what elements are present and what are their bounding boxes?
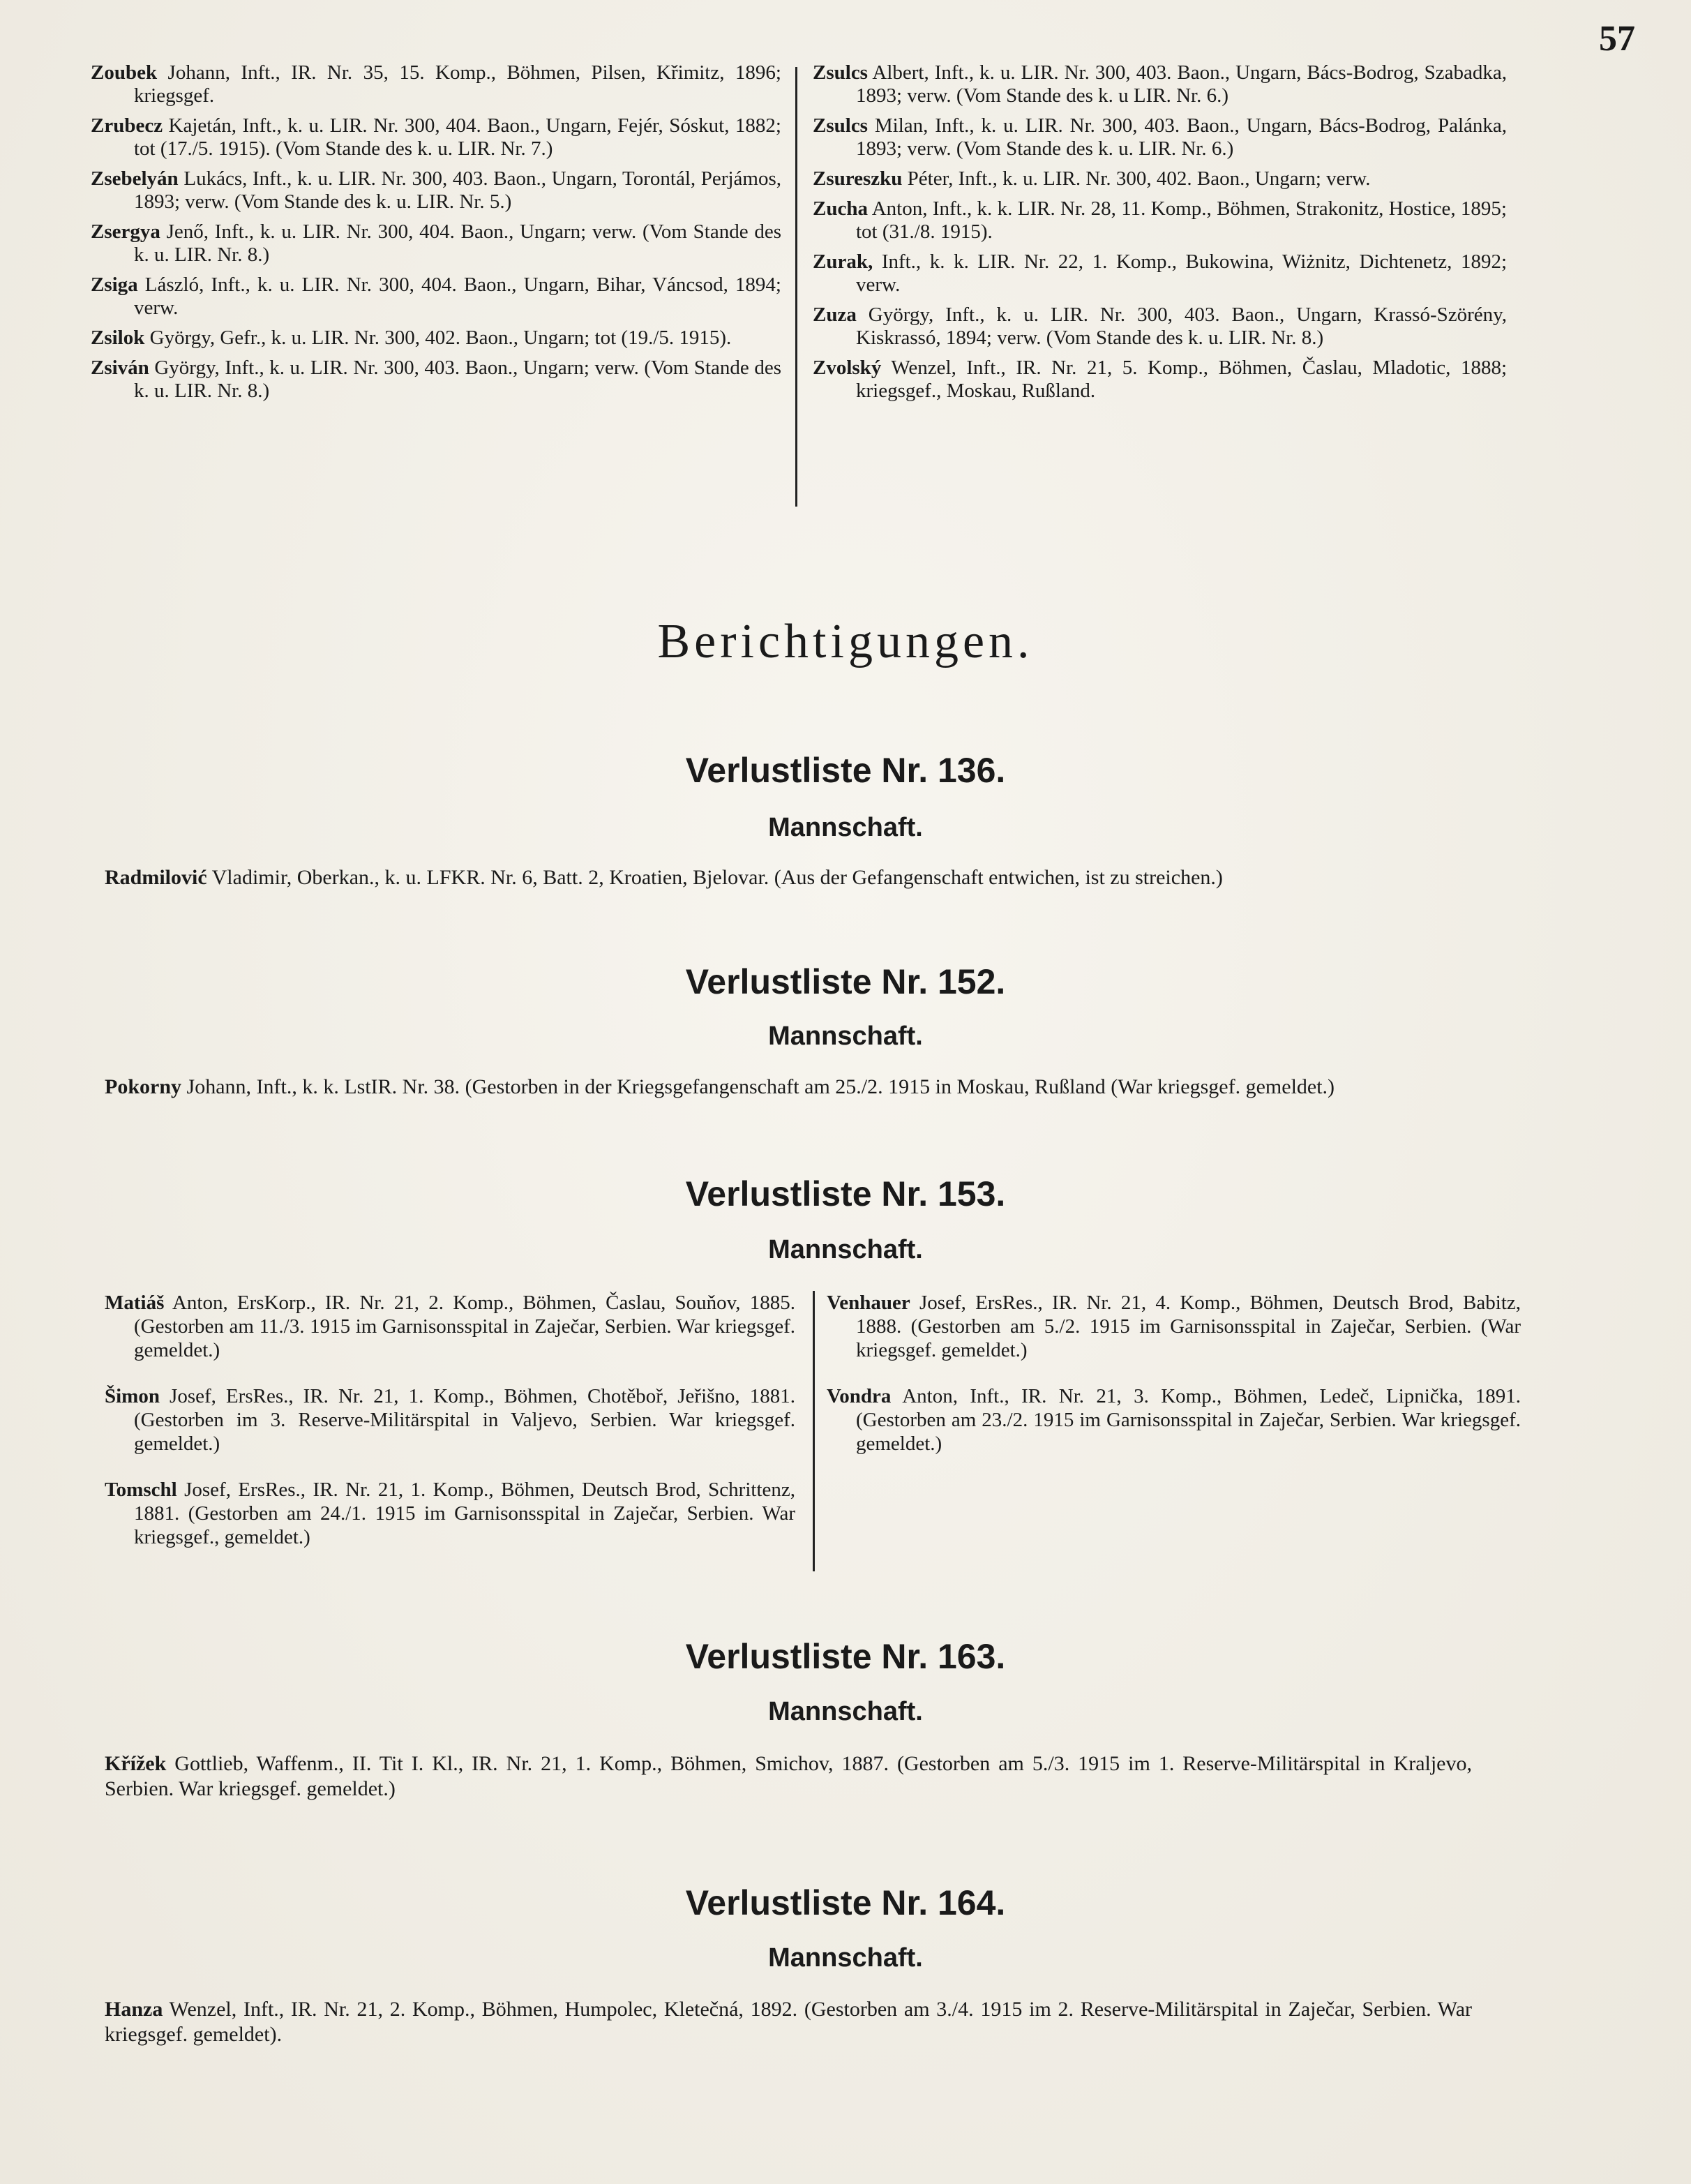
entry-text: György, Gefr., k. u. LIR. Nr. 300, 402. Baon., Ungarn; tot (19./5. 1915). xyxy=(144,327,732,349)
right-column xyxy=(827,1291,1521,1478)
entry-name: Pokorny xyxy=(105,1075,182,1098)
column-divider xyxy=(813,1291,815,1571)
entry-name: Hanza xyxy=(105,1998,163,2021)
list-entry xyxy=(91,61,781,107)
left-column xyxy=(105,1291,795,1571)
list-entry xyxy=(827,1291,1521,1362)
section-heading-136: Verlustliste Nr. 136. xyxy=(685,751,1006,790)
list-entry xyxy=(91,220,781,267)
entry-name: Zrubecz xyxy=(91,114,163,137)
entry-text: Milan, Inft., k. u. LIR. Nr. 300, 403. Baon., Ungarn, Bács-Bodrog, Palánka, 1893; verw. (Vom Stande des k. u. LIR. Nr. 6.) xyxy=(856,114,1507,160)
right-column xyxy=(813,61,1507,410)
entry-name: Matiáš xyxy=(105,1292,165,1314)
entry-text: Gottlieb, Waffenm., II. Tit I. Kl., IR. Nr. 21, 1. Komp., Böhmen, Smichov, 1887. (Gestorben am 5./3. 1915 im 1. Reserve-Militärspital in Kraljevo, Serbien. War kriegsgef. gemeldet.) xyxy=(105,1752,1472,1800)
section-subheading-152: Mannschaft. xyxy=(768,1022,923,1051)
section-heading-163: Verlustliste Nr. 163. xyxy=(685,1637,1006,1676)
entry-text: Péter, Inft., k. u. LIR. Nr. 300, 402. Baon., Ungarn; verw. xyxy=(902,167,1371,190)
entry-text: Vladimir, Oberkan., k. u. LFKR. Nr. 6, Batt. 2, Kroatien, Bjelovar. (Aus der Gefangenschaft entwichen, ist zu streichen.) xyxy=(206,866,1223,889)
list-entry xyxy=(91,327,781,350)
correction-entry-163 xyxy=(105,1751,1472,1802)
entry-name: Zsebelyán xyxy=(91,167,179,190)
list-entry xyxy=(813,167,1507,190)
list-entry xyxy=(827,1384,1521,1456)
entry-name: Zsureszku xyxy=(813,167,903,190)
column-divider xyxy=(795,67,797,507)
entry-name: Zucha xyxy=(813,197,868,220)
entry-text: Anton, ErsKorp., IR. Nr. 21, 2. Komp., Böhmen, Časlau, Souňov, 1885. (Gestorben am 11./3. 1915 im Garnisonsspital in Zaječar, Serbien. War kriegsgef. gemeldet.) xyxy=(134,1292,795,1361)
entry-text: Johann, Inft., IR. Nr. 35, 15. Komp., Böhmen, Pilsen, Křimitz, 1896; kriegsgef. xyxy=(134,61,781,107)
list-entry xyxy=(813,114,1507,160)
section-subheading-163: Mannschaft. xyxy=(768,1697,923,1726)
entry-name: Tomschl xyxy=(105,1479,177,1501)
entry-name: Zsulcs xyxy=(813,114,868,137)
entry-text: Josef, ErsRes., IR. Nr. 21, 1. Komp., Böhmen, Deutsch Brod, Schrittenz, 1881. (Gestorben am 24./1. 1915 im Garnisonsspital in Zaječar, Serbien. War kriegsgef., gemeldet.) xyxy=(134,1479,795,1548)
list-entry xyxy=(105,1291,795,1362)
entry-text: Wenzel, Inft., IR. Nr. 21, 2. Komp., Böhmen, Humpolec, Kletečná, 1892. (Gestorben am 3./4. 1915 im 2. Reserve-Militärspital in Zaječar, Serbien. War kriegsgef. gemeldet). xyxy=(105,1998,1472,2046)
entry-text: Jenő, Inft., k. u. LIR. Nr. 300, 404. Baon., Ungarn; verw. (Vom Stande des k. u. LIR. Nr. 8.) xyxy=(134,220,781,266)
entry-text: Albert, Inft., k. u. LIR. Nr. 300, 403. Baon., Ungarn, Bács-Bodrog, Szabadka, 1893; verw. (Vom Stande des k. u LIR. Nr. 6.) xyxy=(856,61,1507,107)
section-153-columns xyxy=(105,1291,1521,1584)
entry-name: Venhauer xyxy=(827,1292,910,1314)
section-subheading-136: Mannschaft. xyxy=(768,813,923,842)
entry-name: Zsiga xyxy=(91,274,138,296)
entry-name: Zsergya xyxy=(91,220,160,243)
entry-text: Josef, ErsRes., IR. Nr. 21, 4. Komp., Böhmen, Deutsch Brod, Babitz, 1888. (Gestorben am 5./2. 1915 im Garnisonsspital in Zaječar, Serbien. (War kriegsgef. gemeldet.) xyxy=(856,1292,1521,1361)
list-entry xyxy=(105,1478,795,1549)
entry-text: Inft., k. k. LIR. Nr. 22, 1. Komp., Bukowina, Wiżnitz, Dichtenetz, 1892; verw. xyxy=(856,250,1507,296)
corrections-title: Berichtigungen. xyxy=(657,615,1034,668)
entry-text: György, Inft., k. u. LIR. Nr. 300, 403. Baon., Ungarn, Krassó-Szörény, Kiskrassó, 1894; verw. (Vom Stande des k. u. LIR. Nr. 8.) xyxy=(856,304,1507,349)
entry-name: Radmilović xyxy=(105,866,207,889)
entry-name: Zurak, xyxy=(813,250,873,273)
correction-entry-164 xyxy=(105,1997,1472,2047)
entry-name: Křížek xyxy=(105,1752,167,1775)
list-entry xyxy=(105,1384,795,1456)
list-entry xyxy=(91,357,781,403)
entry-text: László, Inft., k. u. LIR. Nr. 300, 404. Baon., Ungarn, Bihar, Váncsod, 1894; verw. xyxy=(134,274,781,319)
list-entry xyxy=(91,274,781,320)
list-entry xyxy=(813,357,1507,403)
entry-name: Zsiván xyxy=(91,357,149,379)
list-entry xyxy=(813,250,1507,297)
list-entry xyxy=(91,167,781,214)
entry-text: Johann, Inft., k. k. LstIR. Nr. 38. (Gestorben in der Kriegsgefangenschaft am 25./2. 1915 in Moskau, Rußland (War kriegsgef. gemeldet.) xyxy=(181,1075,1335,1098)
entry-name: Zvolský xyxy=(813,357,882,379)
list-entry xyxy=(813,61,1507,107)
entry-name: Zsilok xyxy=(91,327,145,349)
correction-entry-152 xyxy=(105,1075,1472,1100)
entry-name: Zoubek xyxy=(91,61,158,84)
entry-name: Zuza xyxy=(813,304,857,326)
casualty-list-columns xyxy=(91,61,1507,508)
entry-text: Josef, ErsRes., IR. Nr. 21, 1. Komp., Böhmen, Chotěboř, Jeřišno, 1881. (Gestorben im 3. Reserve-Militärspital in Valjevo, Serbien. War kriegsgef. gemeldet.) xyxy=(134,1385,795,1455)
entry-text: Lukács, Inft., k. u. LIR. Nr. 300, 403. Baon., Ungarn, Torontál, Perjámos, 1893; verw. (Vom Stande des k. u. LIR. Nr. 5.) xyxy=(134,167,781,213)
entry-text: Kajetán, Inft., k. u. LIR. Nr. 300, 404. Baon., Ungarn, Fejér, Sóskut, 1882; tot (17./5. 1915). (Vom Stande des k. u. LIR. Nr. 7.) xyxy=(134,114,781,160)
section-subheading-153: Mannschaft. xyxy=(768,1235,923,1264)
entry-name: Šimon xyxy=(105,1385,160,1407)
list-entry xyxy=(91,114,781,160)
entry-text: György, Inft., k. u. LIR. Nr. 300, 403. Baon., Ungarn; verw. (Vom Stande des k. u. LIR. Nr. 8.) xyxy=(134,357,781,402)
page-number: 57 xyxy=(1599,19,1635,59)
section-heading-152: Verlustliste Nr. 152. xyxy=(685,962,1006,1001)
entry-text: Anton, Inft., k. k. LIR. Nr. 28, 11. Komp., Böhmen, Strakonitz, Hostice, 1895; tot (31./8. 1915). xyxy=(856,197,1507,243)
entry-name: Vondra xyxy=(827,1385,892,1407)
entry-text: Anton, Inft., IR. Nr. 21, 3. Komp., Böhmen, Ledeč, Lipnička, 1891. (Gestorben am 23./2. 1915 im Garnisonsspital in Zaječar, Serbien. War kriegsgef. gemeldet.) xyxy=(856,1385,1521,1455)
correction-entry-136 xyxy=(105,865,1472,890)
left-column xyxy=(91,61,781,410)
list-entry xyxy=(813,304,1507,350)
entry-text: Wenzel, Inft., IR. Nr. 21, 5. Komp., Böhmen, Časlau, Mladotic, 1888; kriegsgef., Moskau, Rußland. xyxy=(856,357,1507,402)
entry-name: Zsulcs xyxy=(813,61,868,84)
section-subheading-164: Mannschaft. xyxy=(768,1943,923,1973)
section-heading-153: Verlustliste Nr. 153. xyxy=(685,1174,1006,1213)
list-entry xyxy=(813,197,1507,244)
section-heading-164: Verlustliste Nr. 164. xyxy=(685,1883,1006,1922)
